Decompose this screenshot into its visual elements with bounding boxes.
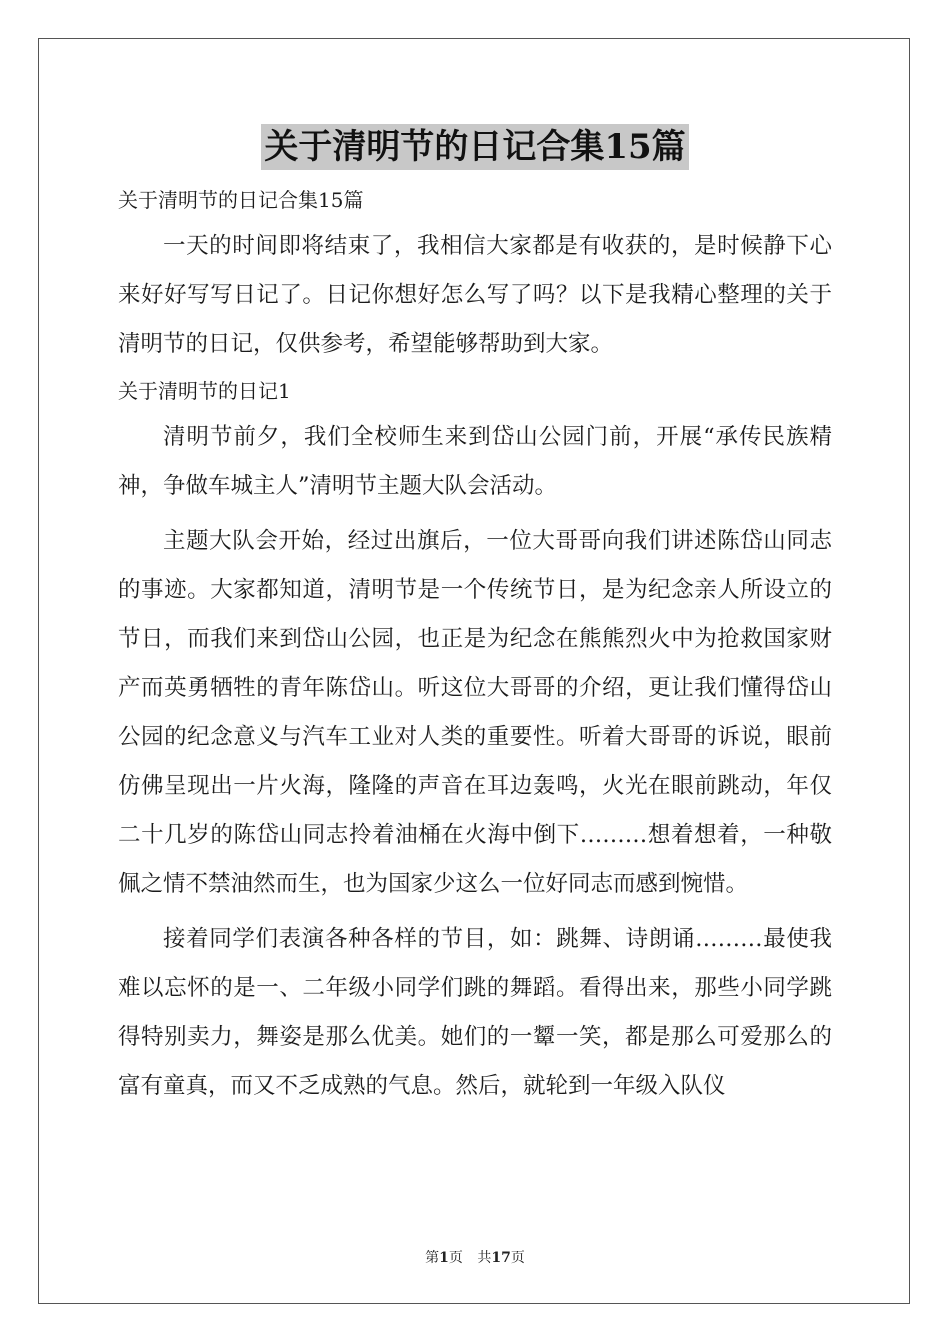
body-paragraph: 清明节前夕，我们全校师生来到岱山公园门前，开展“承传民族精神，争做车城主人”清明节主题大队会活动。 [118, 424, 832, 499]
body-paragraph: 主题大队会开始，经过出旗后，一位大哥哥向我们讲述陈岱山同志的事迹。大家都知道，清明节是一个传统节日，是为纪念亲人所设立的节日，而我们来到岱山公园，也正是为纪念在熊熊烈火中为抢救国家财产而英勇牺牲的青年陈岱山。听这位大哥哥的介绍，更让我们懂得岱山公园的纪念意义与汽车工业对人类的重要性。听着大哥哥的诉说，眼前仿佛呈现出一片火海，隆隆的声音在耳边轰鸣，火光在眼前跳动，年仅二十几岁的陈岱山同志拎着油桶在火海中倒下………想着想着，一种敬佩之情不禁油然而生，也为国家少这么一位好同志而感到惋惜。 [118, 528, 832, 897]
page-suffix: 页 [448, 1250, 463, 1266]
page-prefix: 第 [425, 1250, 440, 1266]
total-prefix: 共 [477, 1250, 492, 1266]
total-pages: 17 [491, 1250, 511, 1266]
total-suffix: 页 [510, 1250, 525, 1266]
page-footer [0, 1247, 950, 1267]
page-number: 1 [439, 1250, 449, 1266]
title-container [0, 124, 950, 170]
intro-paragraph: 一天的时间即将结束了，我相信大家都是有收获的，是时候静下心来好好写写日记了。日记你想好怎么写了吗？以下是我精心整理的关于清明节的日记，仅供参考，希望能够帮助到大家。 [118, 233, 832, 357]
section-heading: 关于清明节的日记1 [118, 379, 291, 403]
document-title: 关于清明节的日记合集15篇 [261, 124, 688, 170]
total-indicator [477, 1250, 524, 1266]
body-paragraph: 接着同学们表演各种各样的节目，如：跳舞、诗朗诵………最使我难以忘怀的是一、二年级小同学们跳的舞蹈。看得出来，那些小同学跳得特别卖力，舞姿是那么优美。她们的一颦一笑，都是那么可爱那么的富有童真，而又不乏成熟的气息。然后，就轮到一年级入队仪 [118, 926, 832, 1099]
page-indicator [425, 1250, 463, 1266]
document-body [118, 180, 832, 1111]
document-subtitle: 关于清明节的日记合集15篇 [118, 188, 364, 212]
